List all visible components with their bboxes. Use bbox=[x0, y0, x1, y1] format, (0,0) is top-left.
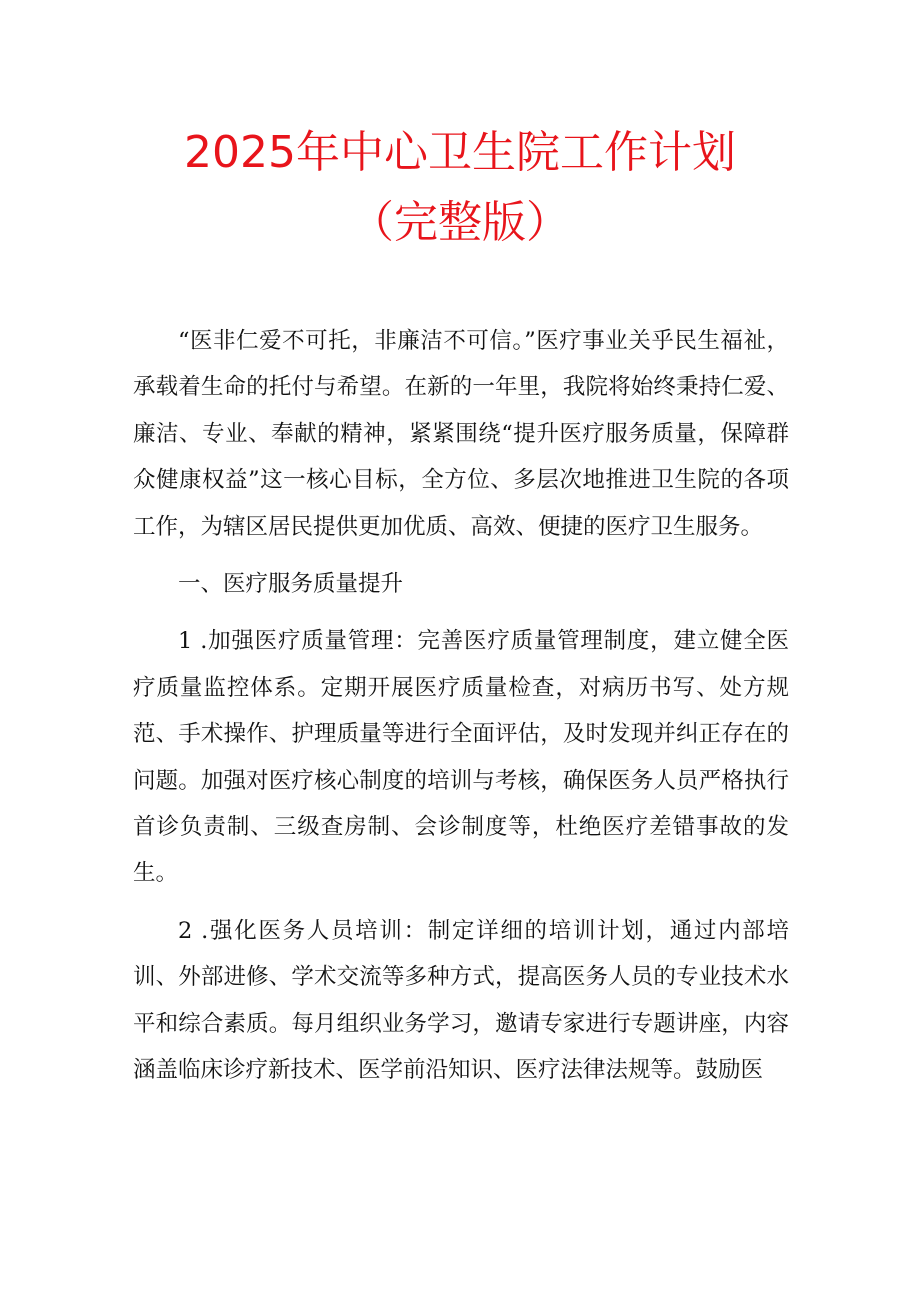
title-line-sub: （完整版） bbox=[350, 197, 570, 248]
document-body bbox=[133, 318, 789, 1094]
section-heading: 一、医疗服务质量提升 bbox=[178, 571, 404, 598]
list-item-2: 2 .强化医务人员培训：制定详细的培训计划，通过内部培训、外部进修、学术交流等多种方式，提高医务人员的专业技术水平和综合素质。每月组织业务学习，邀请专家进行专题讲座，内容涵盖临床诊疗新技术、医学前沿知识、医疗法律法规等。鼓励医 bbox=[133, 917, 789, 1084]
document-title bbox=[0, 118, 920, 258]
intro-paragraph: “医非仁爱不可托，非廉洁不可信。”医疗事业关乎民生福祉，承载着生命的托付与希望。在新的一年里，我院将始终秉持仁爱、廉洁、专业、奉献的精神，紧紧围绕“提升医疗服务质量，保障群众健康权益”这一核心目标，全方位、多层次地推进卫生院的各项工作，为辖区居民提供更加优质、高效、便捷的医疗卫生服务。 bbox=[133, 328, 789, 540]
list-item-1: 1 .加强医疗质量管理：完善医疗质量管理制度，建立健全医疗质量监控体系。定期开展医疗质量检查，对病历书写、处方规范、手术操作、护理质量等进行全面评估，及时发现并纠正存在的问题。加强对医疗核心制度的培训与考核，确保医务人员严格执行首诊负责制、三级查房制、会诊制度等，杜绝医疗差错事故的发生。 bbox=[133, 628, 789, 887]
title-line-main: 2025年中心卫生院工作计划 bbox=[184, 127, 736, 178]
